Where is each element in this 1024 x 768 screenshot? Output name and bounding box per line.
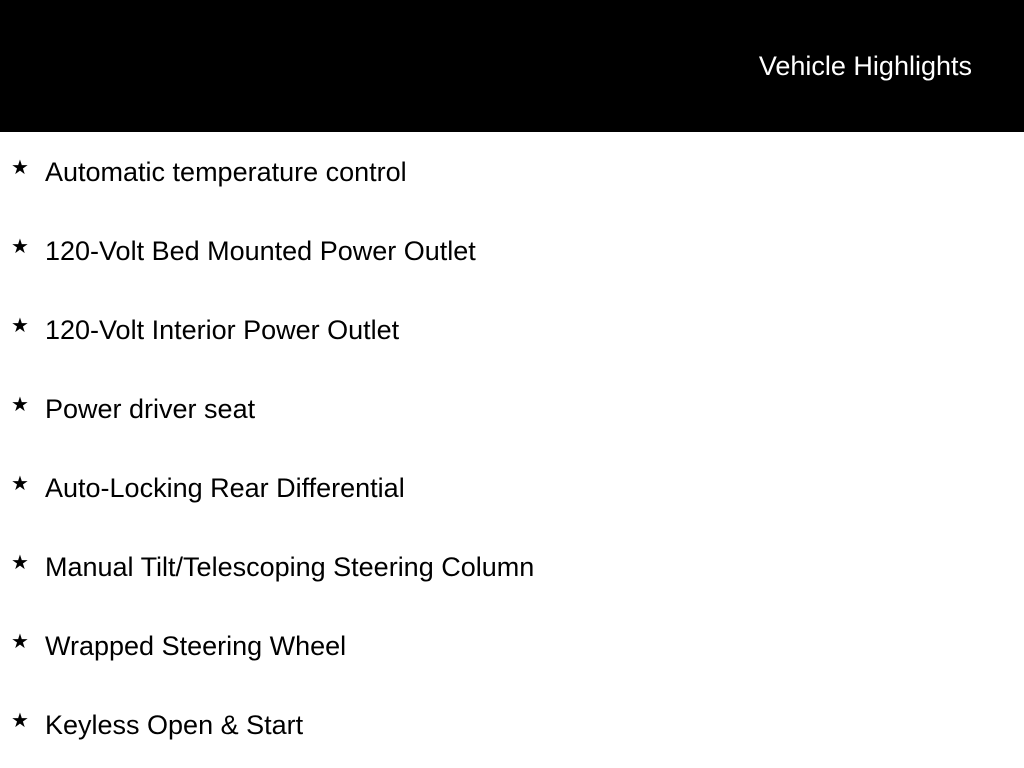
- list-item: [0, 705, 1024, 745]
- star-icon: ★: [11, 392, 29, 416]
- list-item: [0, 547, 1024, 587]
- highlight-label: 120-Volt Interior Power Outlet: [45, 315, 400, 345]
- header-bar: [0, 0, 1024, 132]
- star-icon: ★: [11, 313, 29, 337]
- highlight-label: Automatic temperature control: [45, 157, 407, 187]
- list-item: [0, 231, 1024, 271]
- highlights-list: [0, 132, 1024, 768]
- list-item: [0, 152, 1024, 192]
- highlight-label: Keyless Open & Start: [45, 710, 304, 740]
- highlight-label: Auto-Locking Rear Differential: [45, 473, 405, 503]
- star-icon: ★: [11, 550, 29, 574]
- highlight-label: Manual Tilt/Telescoping Steering Column: [45, 552, 535, 582]
- star-icon: ★: [11, 629, 29, 653]
- star-icon: ★: [11, 155, 29, 179]
- list-item: [0, 626, 1024, 666]
- list-item: [0, 389, 1024, 429]
- star-icon: ★: [11, 708, 29, 732]
- list-item: [0, 310, 1024, 350]
- page-title: Vehicle Highlights: [758, 51, 972, 81]
- highlight-label: Power driver seat: [45, 394, 256, 424]
- highlight-label: 120-Volt Bed Mounted Power Outlet: [45, 236, 476, 266]
- highlight-label: Wrapped Steering Wheel: [45, 631, 347, 661]
- star-icon: ★: [11, 234, 29, 258]
- list-item: [0, 468, 1024, 508]
- star-icon: ★: [11, 471, 29, 495]
